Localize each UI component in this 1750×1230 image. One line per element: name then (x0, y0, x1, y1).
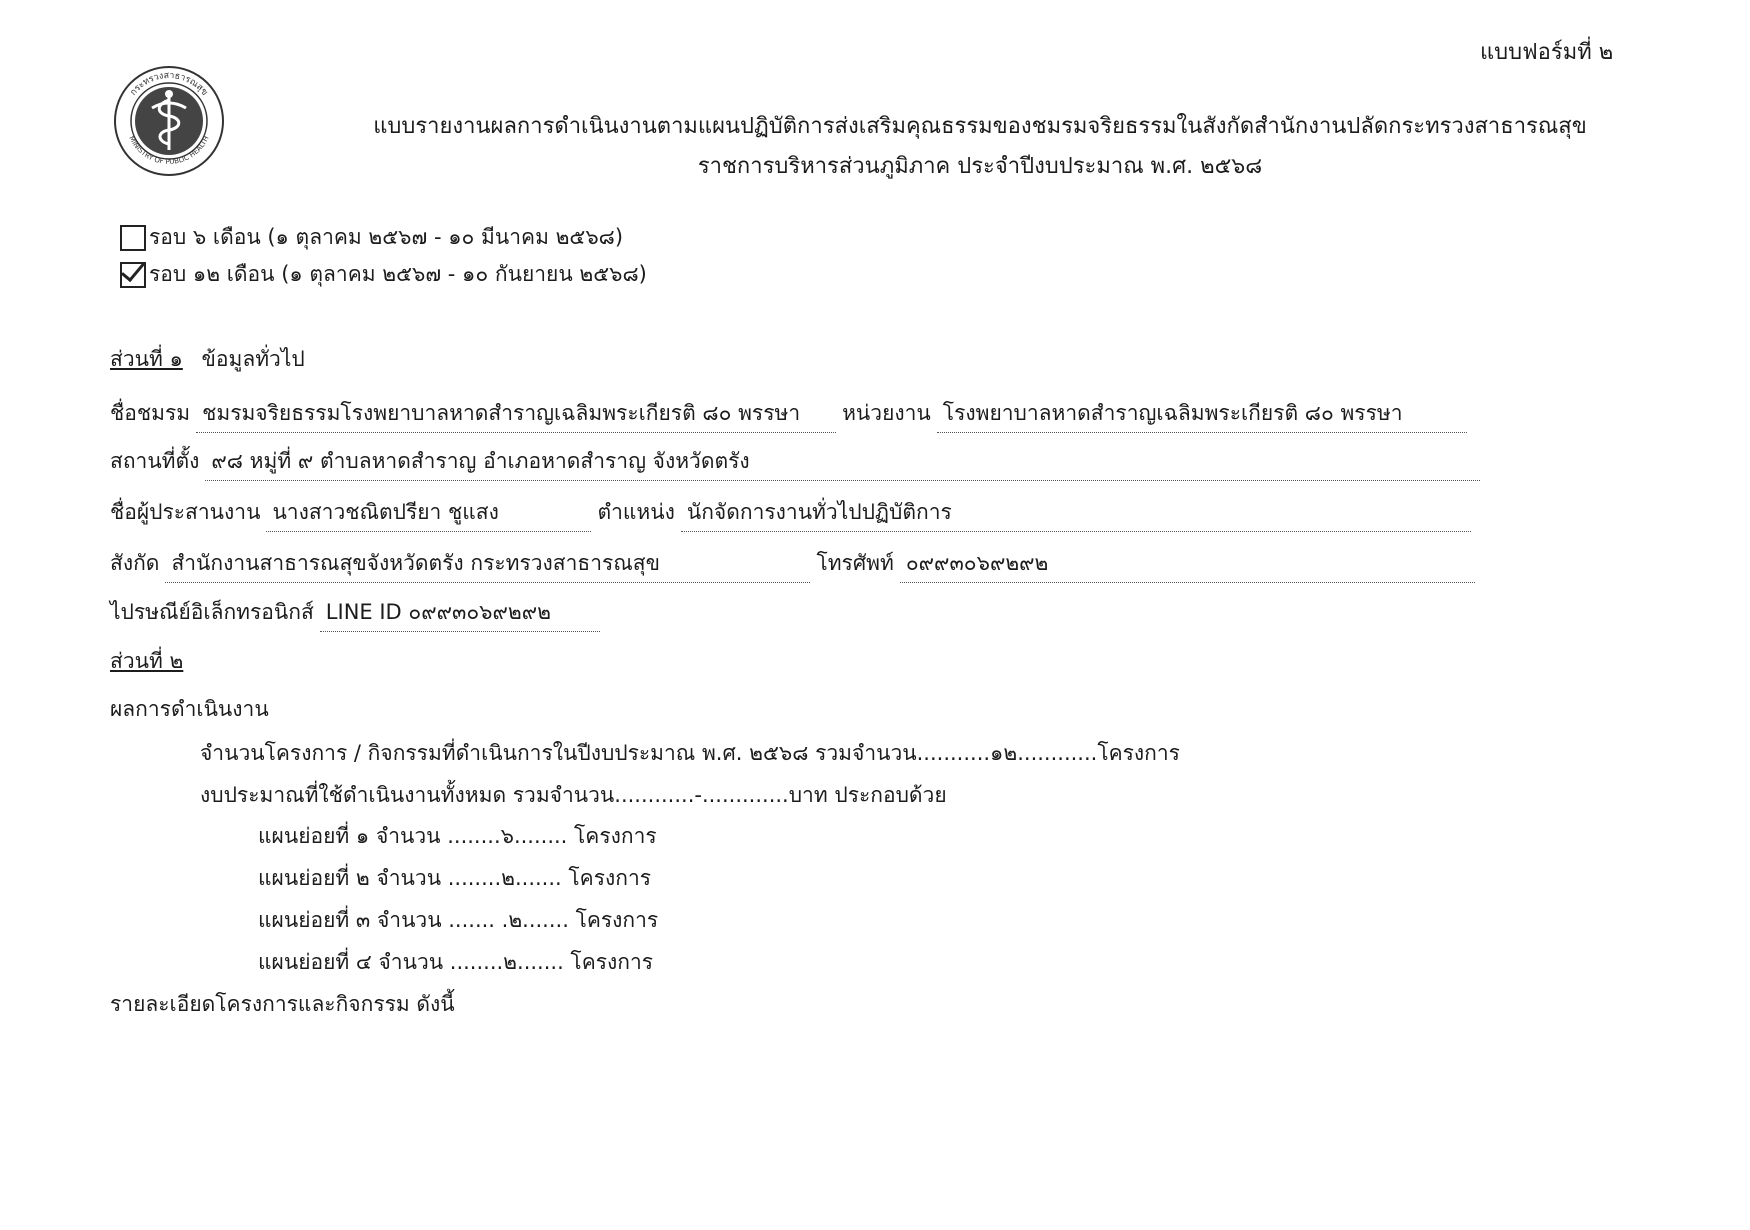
budget-line: งบประมาณที่ใช้ดำเนินงานทั้งหมด รวมจำนวน............-.............บาท ประกอบด้วย (200, 783, 947, 807)
projects-line: จำนวนโครงการ / กิจกรรมที่ดำเนินการในปีงบประมาณ พ.ศ. ๒๕๖๘ รวมจำนวน...........๑๒............โครงการ (200, 741, 1180, 765)
sub-plan-1: แผนย่อยที่ ๑ จำนวน ........๖........ โครงการ (258, 824, 657, 848)
svg-text:กระทรวงสาธารณสุข: กระทรวงสาธารณสุข (128, 70, 210, 98)
coordinator-label: ชื่อผู้ประสานงาน (110, 500, 261, 524)
phone-label: โทรศัพท์ (816, 551, 894, 575)
round-12-label: รอบ ๑๒ เดือน (๑ ตุลาคม ๒๕๖๗ - ๑๐ กันยายน ๒๕๖๘) (149, 262, 647, 286)
sub-plan-3: แผนย่อยที่ ๓ จำนวน ....... .๒....... โครงการ (258, 908, 659, 932)
affiliation-row (110, 547, 1481, 583)
part1-heading: ส่วนที่ ๑ (110, 347, 183, 371)
part1-heading-line (110, 343, 305, 376)
affiliation-label: สังกัด (110, 551, 160, 575)
report-title-line1: แบบรายงานผลการดำเนินงานตามแผนปฏิบัติการส่งเสริมคุณธรรมของชมรมจริยธรรมในสังกัดสำนักงานปลัดกระทรวงสาธารณสุข (373, 114, 1587, 139)
part1-subheading: ข้อมูลทั่วไป (201, 347, 305, 371)
club-name-row (110, 397, 1473, 433)
details-line: รายละเอียดโครงการและกิจกรรม ดังนี้ (110, 992, 455, 1016)
checkbox-round-6[interactable] (120, 225, 146, 251)
round-6-label: รอบ ๖ เดือน (๑ ตุลาคม ๒๕๖๗ - ๑๐ มีนาคม ๒๕๖๘) (149, 225, 624, 249)
email-label: ไปรษณีย์อิเล็กทรอนิกส์ (110, 600, 314, 624)
checkbox-round-12[interactable] (120, 262, 146, 288)
location-field: ๙๘ หมู่ที่ ๙ ตำบลหาดสำราญ อำเภอหาดสำราญ จังหวัดตรัง (205, 445, 1480, 481)
position-field: นักจัดการงานทั่วไปปฏิบัติการ (681, 496, 1471, 532)
club-name-field: ชมรมจริยธรรมโรงพยาบาลหาดสำราญเฉลิมพระเกียรติ ๘๐ พรรษา (196, 397, 836, 433)
part2-heading: ส่วนที่ ๒ (110, 649, 184, 673)
results-label: ผลการดำเนินงาน (110, 697, 269, 721)
location-row (110, 445, 1486, 481)
report-title-line2: ราชการบริหารส่วนภูมิภาค ประจำปีงบประมาณ พ.ศ. ๒๕๖๘ (697, 154, 1263, 179)
email-row (110, 596, 606, 632)
form-number: แบบฟอร์มที่ ๒ (1480, 40, 1614, 65)
sub-plan-4: แผนย่อยที่ ๔ จำนวน ........๒....... โครงการ (258, 950, 654, 974)
round-12-months (120, 258, 647, 291)
location-label: สถานที่ตั้ง (110, 449, 200, 473)
coordinator-row (110, 496, 1477, 532)
coordinator-field: นางสาวชณิตปรียา ชูแสง (266, 496, 591, 532)
email-field: LINE ID ๐๙๙๓๐๖๙๒๙๒ (320, 596, 600, 632)
round-6-months (120, 221, 623, 254)
position-label: ตำแหน่ง (597, 500, 675, 524)
unit-label: หน่วยงาน (842, 401, 931, 425)
phone-field: ๐๙๙๓๐๖๙๒๙๒ (900, 547, 1475, 583)
sub-plan-2: แผนย่อยที่ ๒ จำนวน ........๒....... โครงการ (258, 866, 652, 890)
unit-field: โรงพยาบาลหาดสำราญเฉลิมพระเกียรติ ๘๐ พรรษา (937, 397, 1467, 433)
svg-text:MINISTRY OF PUBLIC HEALTH: MINISTRY OF PUBLIC HEALTH (127, 134, 211, 167)
affiliation-field: สำนักงานสาธารณสุขจังหวัดตรัง กระทรวงสาธารณสุข (165, 547, 810, 583)
club-name-label: ชื่อชมรม (110, 401, 191, 425)
